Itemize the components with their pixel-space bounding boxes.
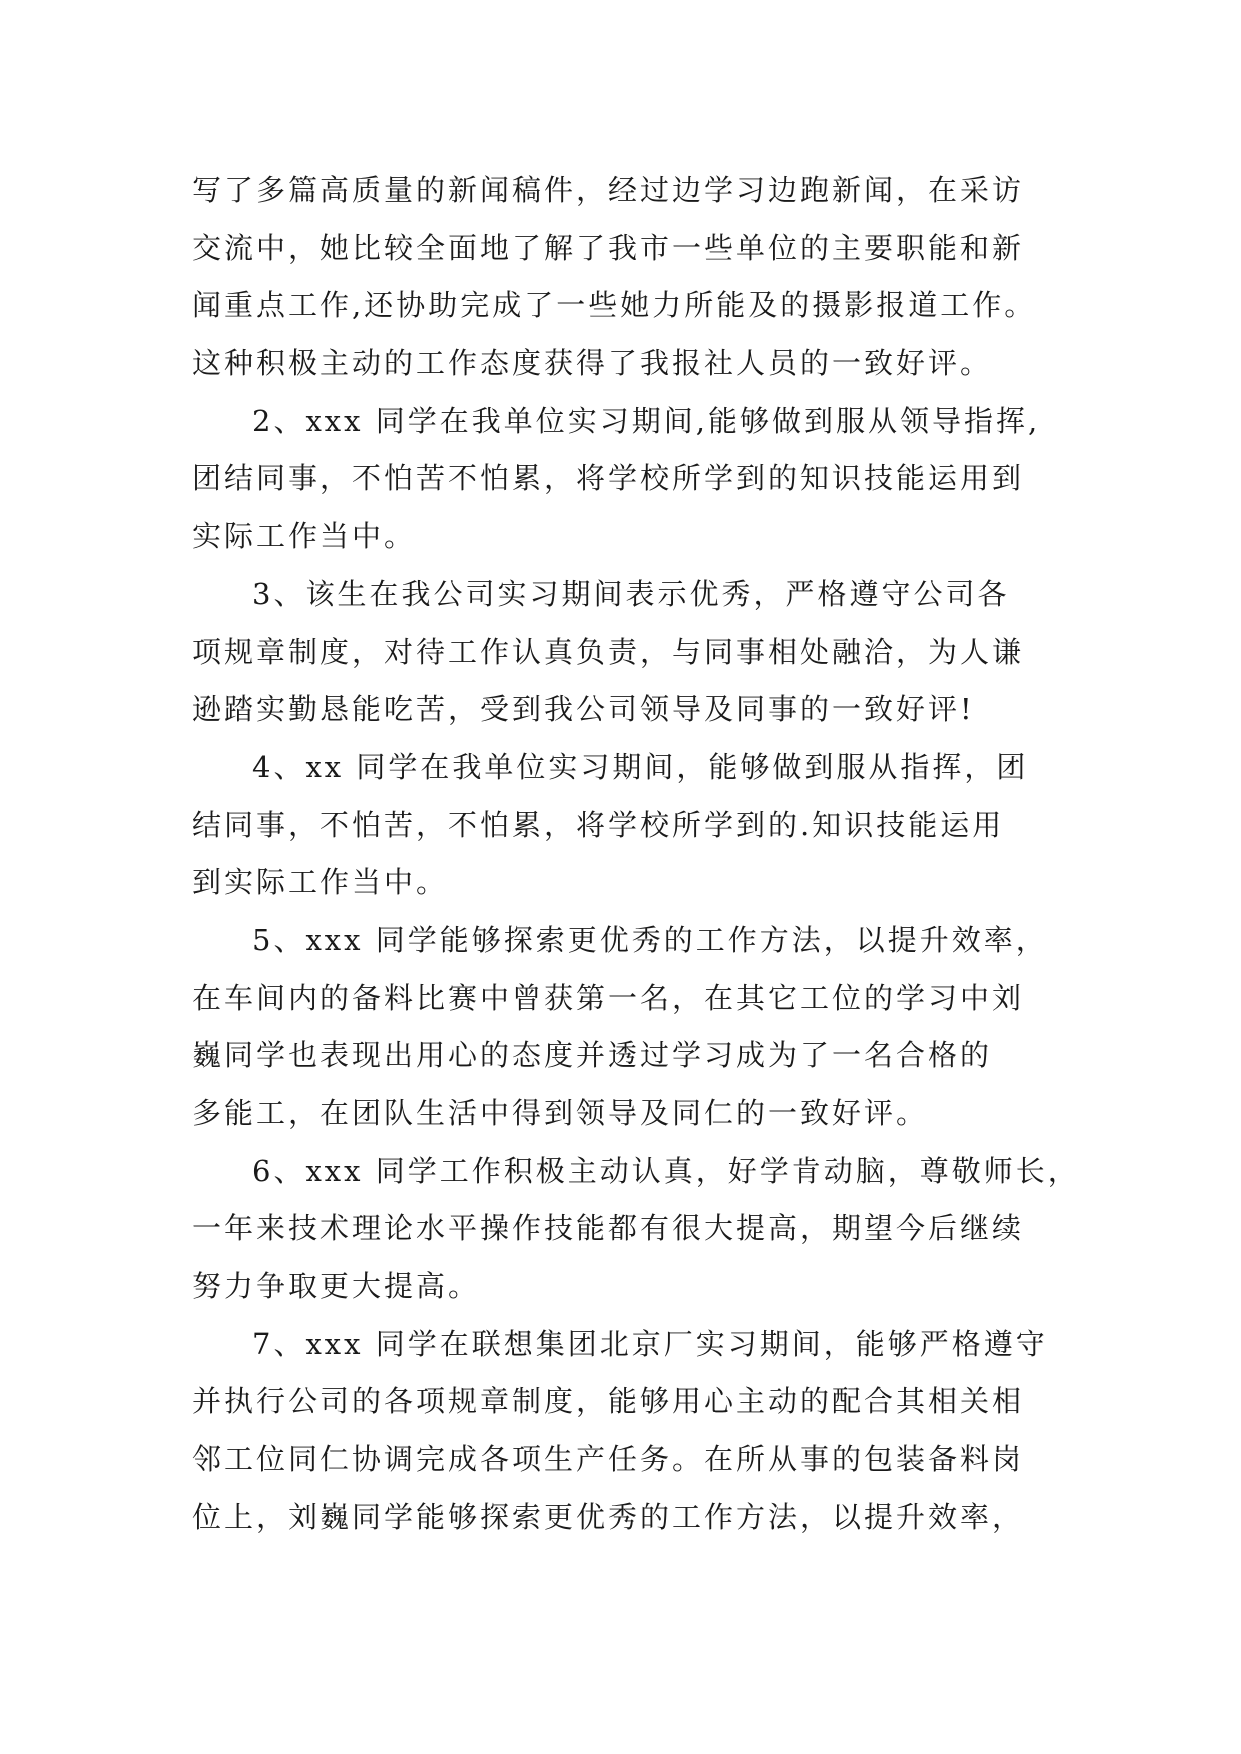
text-line: 位上，刘巍同学能够探索更优秀的工作方法，以提升效率， (192, 1499, 1025, 1534)
paragraph-2-first-line: 2、xxx 同学在我单位实习期间,能够做到服从领导指挥, (252, 403, 1041, 438)
paragraph-5-first-line: 5、xxx 同学能够探索更优秀的工作方法，以提升效率， (252, 922, 1048, 957)
paragraph-7-first-line: 7、xxx 同学在联想集团北京厂实习期间，能够严格遵守 (252, 1326, 1048, 1361)
paragraph-3-first-line: 3、该生在我公司实习期间表示优秀，严格遵守公司各 (252, 576, 1010, 611)
text-line: 实际工作当中。 (192, 519, 417, 554)
text-line: 逊踏实勤恳能吃苦，受到我公司领导及同事的一致好评! (192, 692, 975, 727)
text-line: 交流中，她比较全面地了解了我市一些单位的主要职能和新 (192, 230, 1025, 265)
paragraph-6-first-line: 6、xxx 同学工作积极主动认真，好学肯动脑，尊敬师长， (252, 1153, 1080, 1188)
text-line: 这种积极主动的工作态度获得了我报社人员的一致好评。 (192, 346, 993, 381)
text-line: 闻重点工作,还协助完成了一些她力所能及的摄影报道工作。 (192, 288, 1037, 323)
text-line: 一年来技术理论水平操作技能都有很大提高，期望今后继续 (192, 1211, 1025, 1246)
text-line: 项规章制度，对待工作认真负责，与同事相处融洽，为人谦 (192, 634, 1025, 669)
text-line: 到实际工作当中。 (192, 865, 449, 900)
text-line: 团结同事，不怕苦不怕累，将学校所学到的知识技能运用到 (192, 461, 1025, 496)
text-line: 在车间内的备料比赛中曾获第一名，在其它工位的学习中刘 (192, 980, 1025, 1015)
text-line: 多能工，在团队生活中得到领导及同仁的一致好评。 (192, 1096, 929, 1130)
paragraph-4-first-line: 4、xx 同学在我单位实习期间，能够做到服从指挥，团 (252, 749, 1029, 784)
text-line: 结同事，不怕苦，不怕累，将学校所学到的.知识技能运用 (192, 807, 1005, 842)
body-text (192, 162, 1080, 1547)
text-line: 努力争取更大提高。 (192, 1269, 481, 1304)
text-line: 写了多篇高质量的新闻稿件，经过边学习边跑新闻，在采访 (192, 173, 1025, 207)
text-line: 并执行公司的各项规章制度，能够用心主动的配合其相关相 (192, 1384, 1025, 1419)
text-line: 邻工位同仁协调完成各项生产任务。在所从事的包装备料岗 (192, 1442, 1025, 1477)
text-line: 巍同学也表现出用心的态度并透过学习成为了一名合格的 (192, 1038, 993, 1073)
